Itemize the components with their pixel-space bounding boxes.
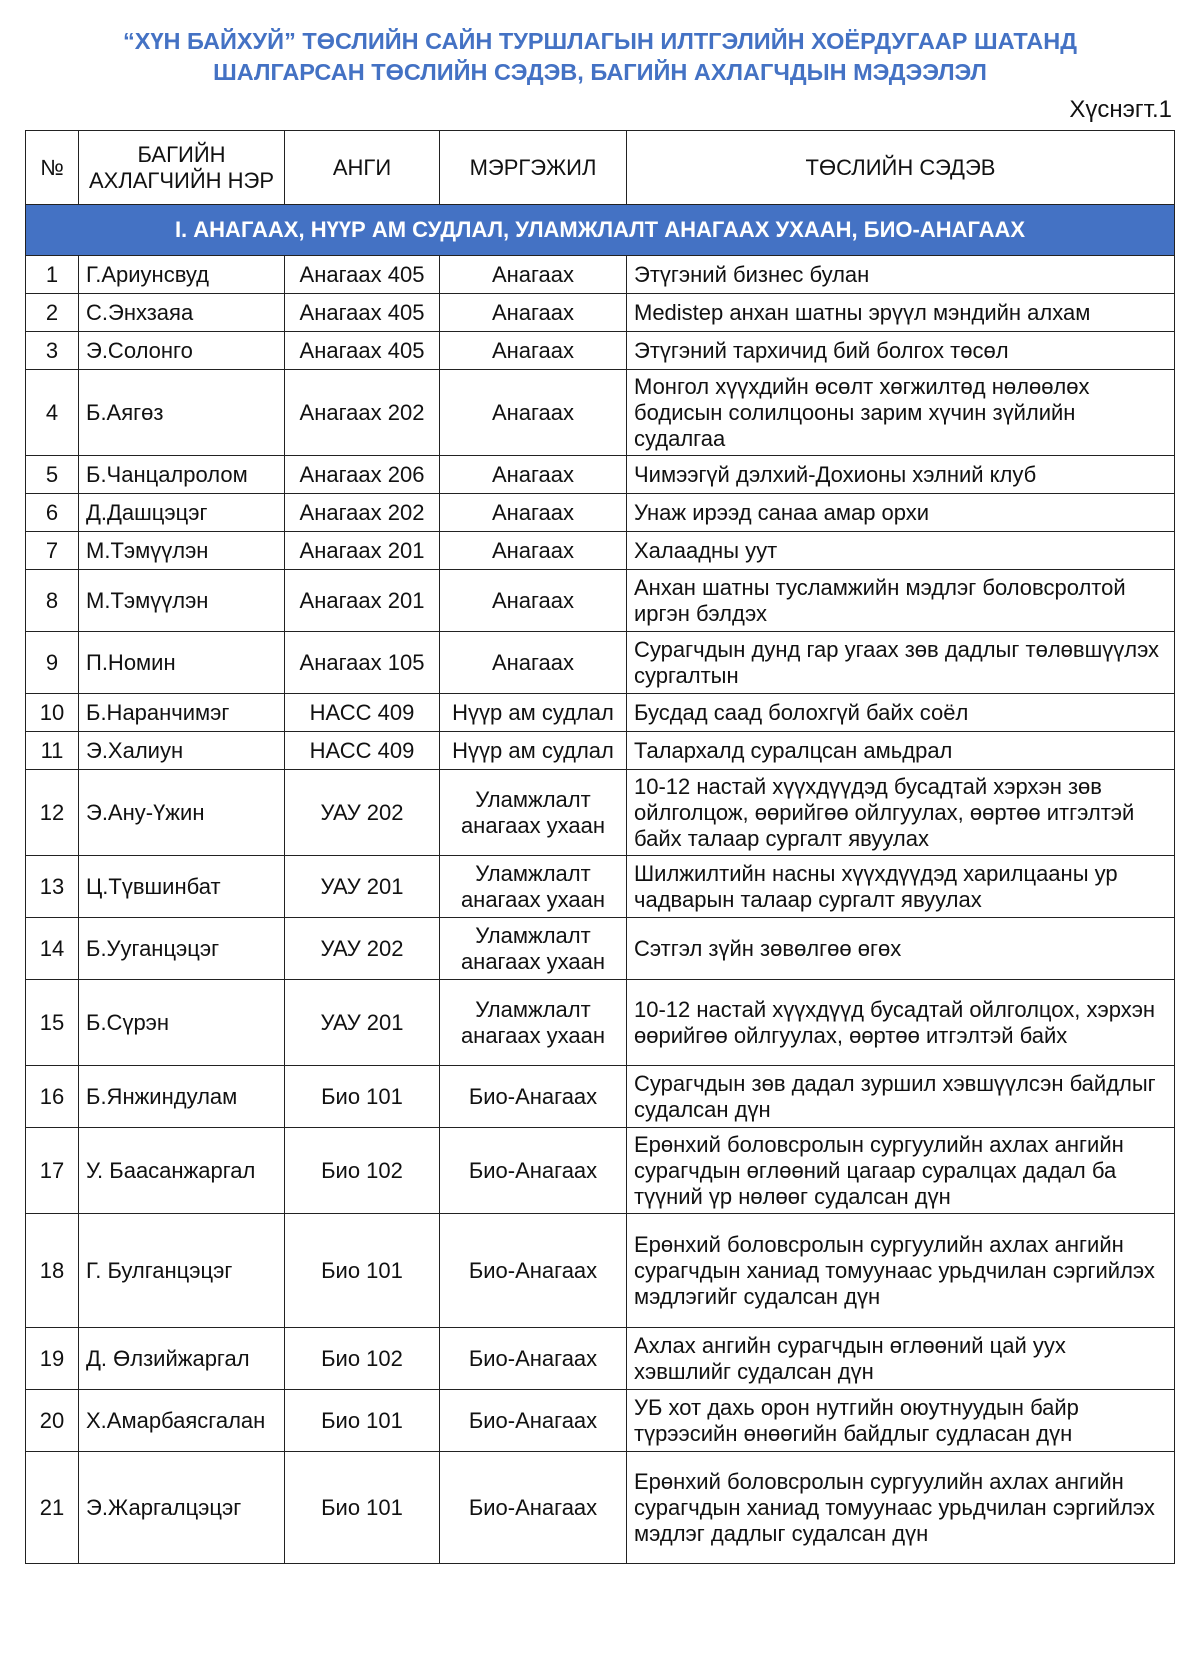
row-number: 13 xyxy=(26,856,79,918)
title-line-1: “ХҮН БАЙХУЙ” ТӨСЛИЙН САЙН ТУРШЛАГЫН ИЛТГЭЛИЙН ХОЁРДУГААР ШАТАНД xyxy=(123,28,1077,54)
leader-name: Б.Наранчимэг xyxy=(79,694,285,732)
specialty: Био-Анагаах xyxy=(440,1066,627,1128)
specialty: Анагаах xyxy=(440,256,627,294)
leader-name: Г. Булганцэцэг xyxy=(79,1214,285,1328)
leader-name: Э.Ану-Үжин xyxy=(79,770,285,856)
specialty: Био-Анагаах xyxy=(440,1128,627,1214)
class-name: Анагаах 206 xyxy=(285,456,440,494)
row-number: 20 xyxy=(26,1390,79,1452)
header-project-topic: ТӨСЛИЙН СЭДЭВ xyxy=(627,131,1175,205)
leader-name: Э.Халиун xyxy=(79,732,285,770)
row-number: 16 xyxy=(26,1066,79,1128)
project-topic: Халаадны уут xyxy=(627,532,1175,570)
row-number: 7 xyxy=(26,532,79,570)
project-topic: Medistep анхан шатны эрүүл мэндийн алхам xyxy=(627,294,1175,332)
specialty: Уламжлалт анагаах ухаан xyxy=(440,980,627,1066)
row-number: 15 xyxy=(26,980,79,1066)
header-specialty: МЭРГЭЖИЛ xyxy=(440,131,627,205)
class-name: УАУ 201 xyxy=(285,856,440,918)
leader-name: Б.Аягөз xyxy=(79,370,285,456)
project-topic: 10-12 настай хүүхдүүд бусадтай ойлголцох, хэрхэн өөрийгөө ойлгуулах, өөртөө итгэлтэй байх xyxy=(627,980,1175,1066)
row-number: 4 xyxy=(26,370,79,456)
table-row xyxy=(26,570,1175,632)
table-row xyxy=(26,1214,1175,1328)
project-topic: Бусдад саад болохгүй байх соёл xyxy=(627,694,1175,732)
table-header-row xyxy=(26,131,1175,205)
table-row xyxy=(26,1390,1175,1452)
table-row xyxy=(26,1066,1175,1128)
leader-name: Э.Жаргалцэцэг xyxy=(79,1452,285,1564)
table-row xyxy=(26,632,1175,694)
project-topic: Шилжилтийн насны хүүхдүүдэд харилцааны ур чадварын талаар сургалт явуулах xyxy=(627,856,1175,918)
specialty: Анагаах xyxy=(440,570,627,632)
table-row xyxy=(26,1128,1175,1214)
project-topic: Анхан шатны тусламжийн мэдлэг боловсролтой иргэн бэлдэх xyxy=(627,570,1175,632)
title-line-2: ШАЛГАРСАН ТӨСЛИЙН СЭДЭВ, БАГИЙН АХЛАГЧДЫН МЭДЭЭЛЭЛ xyxy=(213,59,987,85)
table-row xyxy=(26,856,1175,918)
table-row xyxy=(26,294,1175,332)
row-number: 17 xyxy=(26,1128,79,1214)
class-name: НАСС 409 xyxy=(285,694,440,732)
specialty: Био-Анагаах xyxy=(440,1328,627,1390)
specialty: Анагаах xyxy=(440,370,627,456)
leader-name: Д. Өлзийжаргал xyxy=(79,1328,285,1390)
leader-name: Г.Ариунсвуд xyxy=(79,256,285,294)
table-row xyxy=(26,532,1175,570)
row-number: 14 xyxy=(26,918,79,980)
table-row xyxy=(26,1452,1175,1564)
class-name: Анагаах 201 xyxy=(285,570,440,632)
specialty: Нүүр ам судлал xyxy=(440,694,627,732)
class-name: Анагаах 405 xyxy=(285,256,440,294)
row-number: 12 xyxy=(26,770,79,856)
row-number: 5 xyxy=(26,456,79,494)
class-name: Анагаах 405 xyxy=(285,294,440,332)
specialty: Био-Анагаах xyxy=(440,1214,627,1328)
projects-table xyxy=(25,130,1175,1564)
row-number: 3 xyxy=(26,332,79,370)
leader-name: Б.Ууганцэцэг xyxy=(79,918,285,980)
class-name: Анагаах 105 xyxy=(285,632,440,694)
class-name: Анагаах 202 xyxy=(285,494,440,532)
row-number: 19 xyxy=(26,1328,79,1390)
class-name: Био 101 xyxy=(285,1066,440,1128)
class-name: Био 102 xyxy=(285,1328,440,1390)
table-row xyxy=(26,256,1175,294)
project-topic: Этүгэний бизнес булан xyxy=(627,256,1175,294)
class-name: Анагаах 405 xyxy=(285,332,440,370)
leader-name: М.Тэмүүлэн xyxy=(79,570,285,632)
leader-name: Х.Амарбаясгалан xyxy=(79,1390,285,1452)
project-topic: 10-12 настай хүүхдүүдэд бусадтай хэрхэн зөв ойлголцож, өөрийгөө ойлгуулах, өөртөө итгэлтэй байх талаар сургалт явуулах xyxy=(627,770,1175,856)
header-class: АНГИ xyxy=(285,131,440,205)
project-topic: Монгол хүүхдийн өсөлт хөгжилтөд нөлөөлөх бодисын солилцооны зарим хүчин зүйлийн судалгаа xyxy=(627,370,1175,456)
class-name: Био 101 xyxy=(285,1214,440,1328)
specialty: Био-Анагаах xyxy=(440,1390,627,1452)
specialty: Био-Анагаах xyxy=(440,1452,627,1564)
leader-name: Б.Янжиндулам xyxy=(79,1066,285,1128)
row-number: 2 xyxy=(26,294,79,332)
leader-name: Б.Чанцалролом xyxy=(79,456,285,494)
leader-name: Ц.Түвшинбат xyxy=(79,856,285,918)
table-row xyxy=(26,494,1175,532)
project-topic: Ерөнхий боловсролын сургуулийн ахлах ангийн сурагчдын ханиад томуунаас урьдчилан сэргийлэх мэдлэг дадлыг судалсан дүн xyxy=(627,1452,1175,1564)
document-title xyxy=(0,26,1200,88)
table-row xyxy=(26,694,1175,732)
table-caption: Хүснэгт.1 xyxy=(1069,96,1172,123)
project-topic: Сэтгэл зүйн зөвөлгөө өгөх xyxy=(627,918,1175,980)
section-title: I. АНАГААХ, НҮҮР АМ СУДЛАЛ, УЛАМЖЛАЛТ АНАГААХ УХААН, БИО-АНАГААХ xyxy=(26,205,1175,256)
leader-name: Д.Дашцэцэг xyxy=(79,494,285,532)
specialty: Анагаах xyxy=(440,494,627,532)
table-row xyxy=(26,770,1175,856)
class-name: УАУ 201 xyxy=(285,980,440,1066)
specialty: Уламжлалт анагаах ухаан xyxy=(440,856,627,918)
header-number: № xyxy=(26,131,79,205)
project-topic: Сурагчдын зөв дадал зуршил хэвшүүлсэн байдлыг судалсан дүн xyxy=(627,1066,1175,1128)
class-name: Анагаах 201 xyxy=(285,532,440,570)
specialty: Нүүр ам судлал xyxy=(440,732,627,770)
row-number: 1 xyxy=(26,256,79,294)
row-number: 11 xyxy=(26,732,79,770)
row-number: 18 xyxy=(26,1214,79,1328)
class-name: УАУ 202 xyxy=(285,770,440,856)
class-name: Био 101 xyxy=(285,1452,440,1564)
specialty: Анагаах xyxy=(440,294,627,332)
class-name: Био 101 xyxy=(285,1390,440,1452)
specialty: Анагаах xyxy=(440,632,627,694)
header-leader-name: БАГИЙН АХЛАГЧИЙН НЭР xyxy=(79,131,285,205)
specialty: Анагаах xyxy=(440,532,627,570)
specialty: Уламжлалт анагаах ухаан xyxy=(440,770,627,856)
table-row xyxy=(26,332,1175,370)
project-topic: Унаж ирээд санаа амар орхи xyxy=(627,494,1175,532)
project-topic: УБ хот дахь орон нутгийн оюутнуудын байр түрээсийн өнөөгийн байдлыг судласан дүн xyxy=(627,1390,1175,1452)
project-topic: Ерөнхий боловсролын сургуулийн ахлах ангийн сурагчдын өглөөний цагаар суралцах дадал ба түүний үр нөлөөг судалсан дүн xyxy=(627,1128,1175,1214)
project-topic: Сурагчдын дунд гар угаах зөв дадлыг төлөвшүүлэх сургалтын xyxy=(627,632,1175,694)
class-name: Био 102 xyxy=(285,1128,440,1214)
table-row xyxy=(26,1328,1175,1390)
specialty: Анагаах xyxy=(440,456,627,494)
leader-name: Б.Сүрэн xyxy=(79,980,285,1066)
table-row xyxy=(26,732,1175,770)
table-row xyxy=(26,980,1175,1066)
leader-name: М.Тэмүүлэн xyxy=(79,532,285,570)
specialty: Уламжлалт анагаах ухаан xyxy=(440,918,627,980)
row-number: 6 xyxy=(26,494,79,532)
leader-name: С.Энхзаяа xyxy=(79,294,285,332)
project-topic: Ахлах ангийн сурагчдын өглөөний цай уух хэвшлийг судалсан дүн xyxy=(627,1328,1175,1390)
table-row xyxy=(26,370,1175,456)
class-name: УАУ 202 xyxy=(285,918,440,980)
row-number: 21 xyxy=(26,1452,79,1564)
class-name: НАСС 409 xyxy=(285,732,440,770)
leader-name: Э.Солонго xyxy=(79,332,285,370)
table-row xyxy=(26,918,1175,980)
project-topic: Этүгэний тархичид бий болгох төсөл xyxy=(627,332,1175,370)
project-topic: Ерөнхий боловсролын сургуулийн ахлах ангийн сурагчдын ханиад томуунаас урьдчилан сэргийлэх мэдлэгийг судалсан дүн xyxy=(627,1214,1175,1328)
leader-name: У. Баасанжаргал xyxy=(79,1128,285,1214)
project-topic: Талархалд суралцсан амьдрал xyxy=(627,732,1175,770)
section-header-row xyxy=(26,205,1175,256)
class-name: Анагаах 202 xyxy=(285,370,440,456)
row-number: 8 xyxy=(26,570,79,632)
table-row xyxy=(26,456,1175,494)
row-number: 9 xyxy=(26,632,79,694)
project-topic: Чимээгүй дэлхий-Дохионы хэлний клуб xyxy=(627,456,1175,494)
row-number: 10 xyxy=(26,694,79,732)
specialty: Анагаах xyxy=(440,332,627,370)
leader-name: П.Номин xyxy=(79,632,285,694)
